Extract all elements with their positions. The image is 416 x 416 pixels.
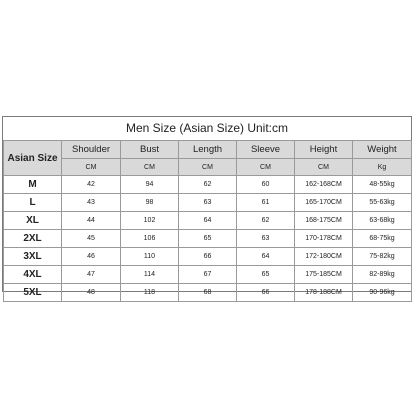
size-label: 4XL (4, 266, 62, 284)
table-row (4, 212, 412, 230)
table-cell: 63 (237, 230, 295, 248)
table-cell: 55-63kg (353, 194, 412, 212)
table-row (4, 284, 412, 302)
column-header-bust: Bust (121, 141, 179, 159)
table-row (4, 194, 412, 212)
table-cell: 42 (62, 176, 121, 194)
table-cell: 118 (121, 284, 179, 302)
column-header-height: Height (295, 141, 353, 159)
unit-bust: CM (121, 159, 179, 176)
table-cell: 61 (237, 194, 295, 212)
unit-weight: Kg (353, 159, 412, 176)
table-cell: 48-55kg (353, 176, 412, 194)
table-cell: 60 (237, 176, 295, 194)
chart-title: Men Size (Asian Size) Unit:cm (125, 121, 289, 135)
table-cell: 62 (237, 212, 295, 230)
unit-row (4, 159, 412, 176)
table-cell: 82-89kg (353, 266, 412, 284)
size-column-header: Asian Size (4, 141, 62, 176)
table-cell: 68 (179, 284, 237, 302)
column-header-weight: Weight (353, 141, 412, 159)
table-cell: 63-68kg (353, 212, 412, 230)
table-cell: 46 (62, 248, 121, 266)
column-header-sleeve: Sleeve (237, 141, 295, 159)
table-cell: 170-178CM (295, 230, 353, 248)
table-cell: 102 (121, 212, 179, 230)
table-cell: 162-168CM (295, 176, 353, 194)
unit-height: CM (295, 159, 353, 176)
table-cell: 98 (121, 194, 179, 212)
table-cell: 68-75kg (353, 230, 412, 248)
table-cell: 106 (121, 230, 179, 248)
table-cell: 90-96kg (353, 284, 412, 302)
table-cell: 168-175CM (295, 212, 353, 230)
table-cell: 44 (62, 212, 121, 230)
table-cell: 66 (179, 248, 237, 266)
size-label: 3XL (4, 248, 62, 266)
table-cell: 45 (62, 230, 121, 248)
table-cell: 165-170CM (295, 194, 353, 212)
size-label: 2XL (4, 230, 62, 248)
size-label: 5XL (4, 284, 62, 302)
table-cell: 75-82kg (353, 248, 412, 266)
size-label: XL (4, 212, 62, 230)
table-cell: 94 (121, 176, 179, 194)
table-cell: 114 (121, 266, 179, 284)
size-table (3, 140, 412, 302)
column-header-length: Length (179, 141, 237, 159)
table-cell: 66 (237, 284, 295, 302)
column-header-shoulder: Shoulder (62, 141, 121, 159)
size-label: L (4, 194, 62, 212)
table-cell: 178-188CM (295, 284, 353, 302)
table-row (4, 248, 412, 266)
table-cell: 175-185CM (295, 266, 353, 284)
table-cell: 64 (179, 212, 237, 230)
table-cell: 48 (62, 284, 121, 302)
table-cell: 62 (179, 176, 237, 194)
unit-shoulder: CM (62, 159, 121, 176)
table-row (4, 176, 412, 194)
table-cell: 47 (62, 266, 121, 284)
table-cell: 43 (62, 194, 121, 212)
table-row (4, 266, 412, 284)
size-label: M (4, 176, 62, 194)
size-chart (2, 116, 412, 298)
table-cell: 65 (179, 230, 237, 248)
table-cell: 172-180CM (295, 248, 353, 266)
table-cell: 65 (237, 266, 295, 284)
table-cell: 64 (237, 248, 295, 266)
table-cell: 110 (121, 248, 179, 266)
table-row (4, 230, 412, 248)
unit-sleeve: CM (237, 159, 295, 176)
table-cell: 67 (179, 266, 237, 284)
unit-length: CM (179, 159, 237, 176)
column-header-row (4, 141, 412, 159)
table-cell: 63 (179, 194, 237, 212)
